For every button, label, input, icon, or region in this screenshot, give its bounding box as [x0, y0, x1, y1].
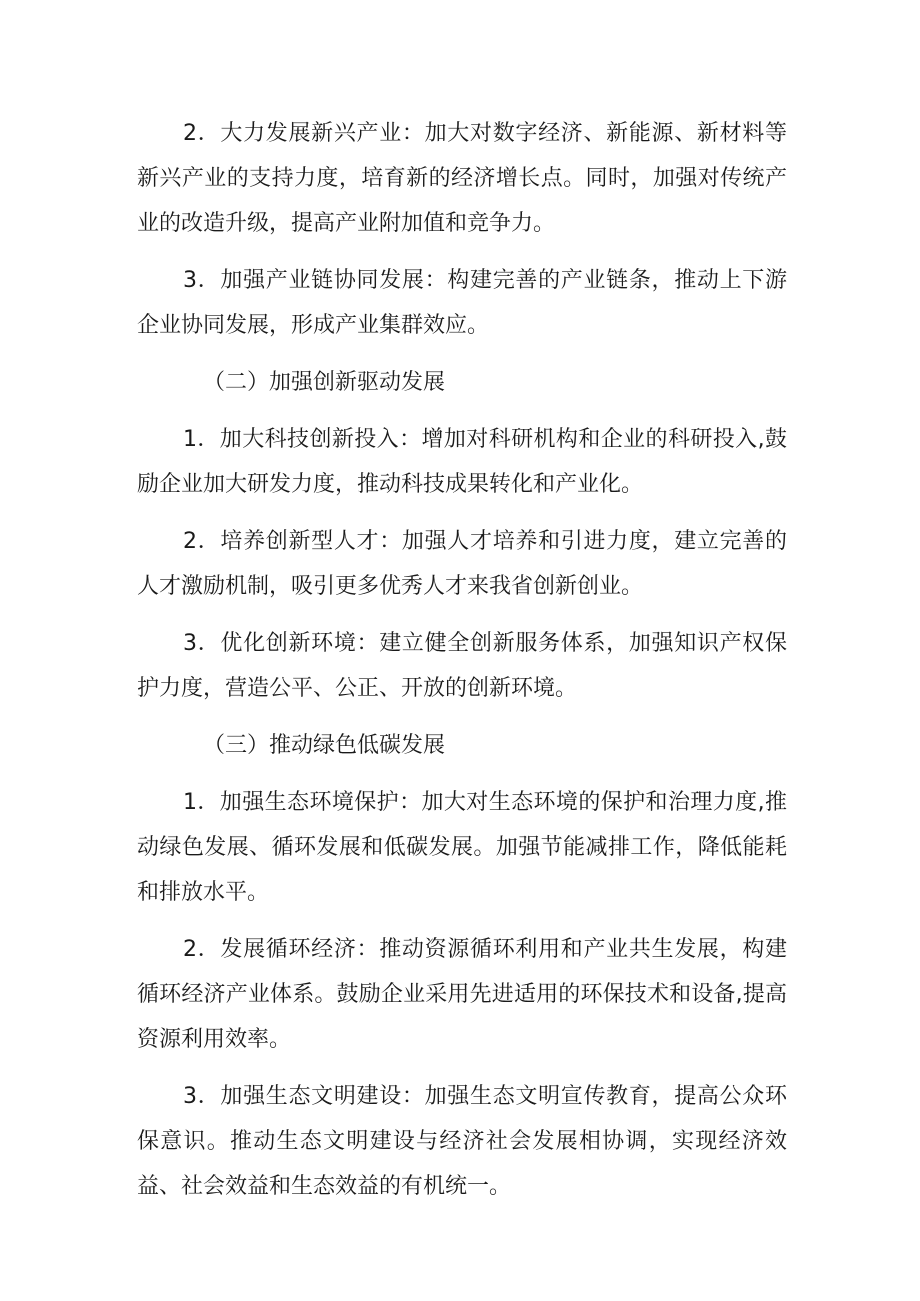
paragraph-circular-economy: 2．发展循环经济：推动资源循环利用和产业共生发展，构建循环经济产业体系。鼓励企业采用先进适用的环保技术和设备,提高资源利用效率。	[137, 937, 787, 1052]
paragraph-talent-cultivation: 2．培养创新型人才：加强人才培养和引进力度，建立完善的人才激励机制，吸引更多优秀人才来我省创新创业。	[137, 529, 787, 599]
paragraph-ecological-civilization: 3．加强生态文明建设：加强生态文明宣传教育，提高公众环保意识。推动生态文明建设与经济社会发展相协调，实现经济效益、社会效益和生态效益的有机统一。	[137, 1084, 787, 1199]
document-body	[137, 111, 787, 1221]
paragraph-ecological-protection: 1．加强生态环境保护：加大对生态环境的保护和治理力度,推动绿色发展、循环发展和低碳发展。加强节能减排工作，降低能耗和排放水平。	[137, 790, 787, 905]
paragraph-develop-emerging-industries: 2．大力发展新兴产业：加大对数字经济、新能源、新材料等新兴产业的支持力度，培育新的经济增长点。同时，加强对传统产业的改造升级，提高产业附加值和竞争力。	[137, 121, 787, 236]
paragraph-industry-chain-coordination: 3．加强产业链协同发展：构建完善的产业链条，推动上下游企业协同发展，形成产业集群效应。	[137, 268, 787, 338]
section-heading-innovation: （二）加强创新驱动发展	[203, 370, 446, 395]
paragraph-tech-investment: 1．加大科技创新投入：增加对科研机构和企业的科研投入,鼓励企业加大研发力度，推动科技成果转化和产业化。	[137, 427, 787, 497]
paragraph-innovation-environment: 3．优化创新环境：建立健全创新服务体系，加强知识产权保护力度，营造公平、公正、开放的创新环境。	[137, 631, 787, 701]
section-heading-green-development: （三）推动绿色低碳发展	[203, 733, 446, 758]
